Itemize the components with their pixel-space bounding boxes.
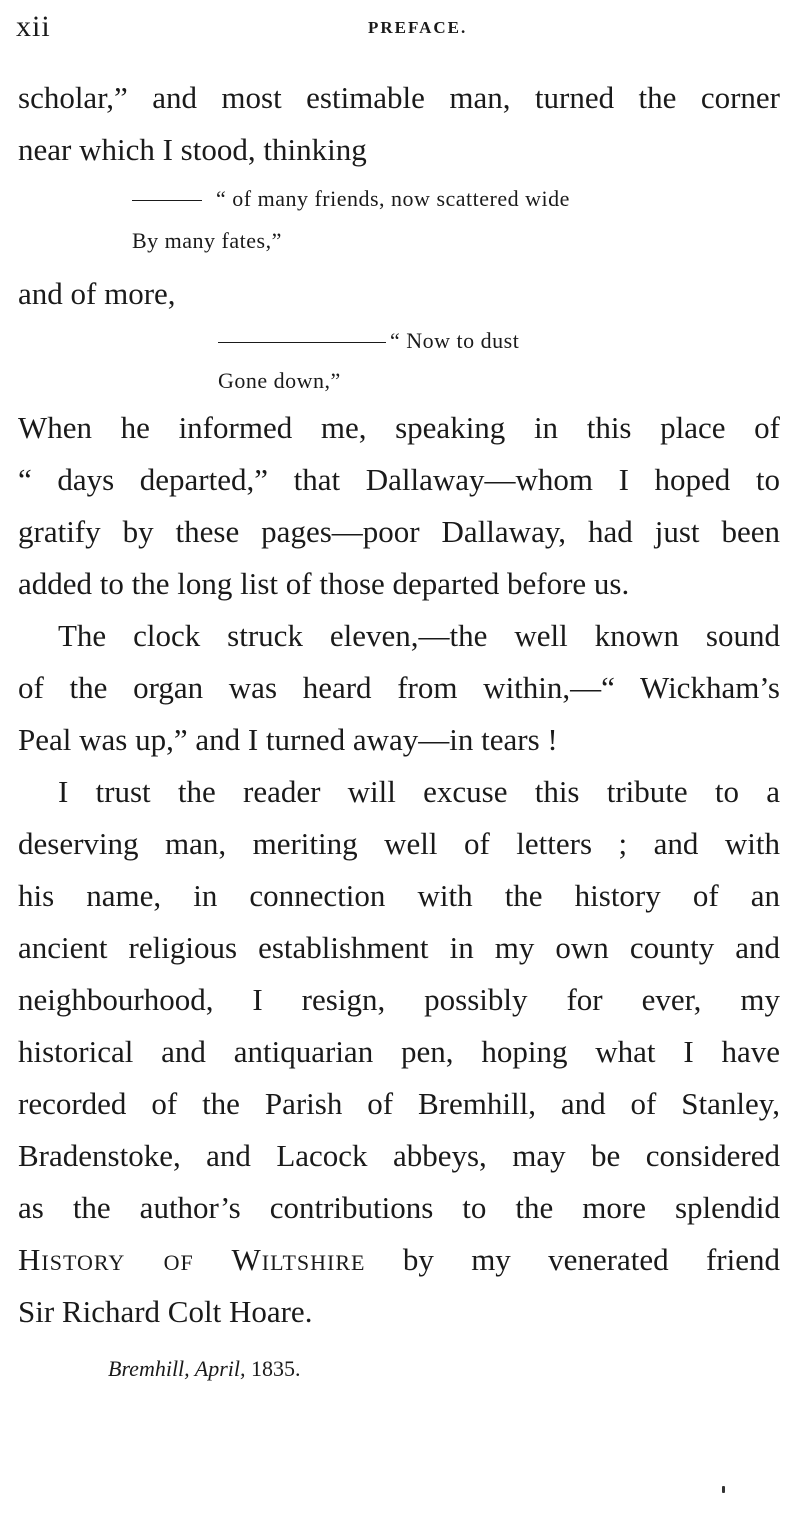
text-line: recorded of the Parish of Bremhill, and of Stanley,	[18, 1086, 780, 1121]
text-line: added to the long list of those departed before us.	[18, 566, 630, 601]
running-title: PREFACE.	[368, 18, 468, 37]
text-line: gratify by these pages—poor Dallaway, had just been	[18, 514, 780, 549]
text-line: Sir Richard Colt Hoare.	[18, 1294, 313, 1329]
verse-quote-line: Gone down,”	[218, 368, 341, 393]
text-line: and of more,	[18, 276, 176, 311]
page-header	[16, 10, 786, 50]
text-line: of the organ was heard from within,—“ Wickham’s	[18, 670, 780, 705]
text-line: History of Wiltshire by my venerated friend	[18, 1242, 781, 1277]
signoff-date	[108, 1356, 301, 1382]
text-line: scholar,” and most estimable man, turned the corner	[18, 80, 780, 115]
text-line: “ days departed,” that Dallaway—whom I hoped to	[18, 462, 780, 497]
verse-dash	[218, 342, 386, 343]
text-line: his name, in connection with the history of an	[18, 878, 780, 913]
page-number: xii	[16, 10, 51, 43]
signoff-place: Bremhill, April,	[108, 1356, 246, 1381]
text-line: as the author’s contributions to the more splendid	[18, 1190, 780, 1225]
text-line: historical and antiquarian pen, hoping what I have	[18, 1034, 780, 1069]
text-line: neighbourhood, I resign, possibly for ever, my	[18, 982, 780, 1017]
text-line: I trust the reader will excuse this tribute to a	[58, 774, 780, 809]
verse-quote-line: “ of many friends, now scattered wide	[132, 184, 570, 214]
text-line: Peal was up,” and I turned away—in tears !	[18, 722, 558, 757]
verse-quote-line: “ Now to dust	[218, 326, 519, 356]
text-line: deserving man, meriting well of letters ; and with	[18, 826, 780, 861]
verse-dash	[132, 200, 202, 201]
signoff-year: 1835.	[245, 1356, 301, 1381]
text-line: near which I stood, thinking	[18, 132, 367, 167]
verse-quote-line: By many fates,”	[132, 228, 282, 253]
text-line: The clock struck eleven,—the well known sound	[58, 618, 780, 653]
print-speck	[722, 1486, 725, 1493]
book-title-smallcaps: History of Wiltshire	[18, 1242, 366, 1277]
text-line: Bradenstoke, and Lacock abbeys, may be considered	[18, 1138, 780, 1173]
text-line: When he informed me, speaking in this place of	[18, 410, 780, 445]
text-line: ancient religious establishment in my own county and	[18, 930, 780, 965]
